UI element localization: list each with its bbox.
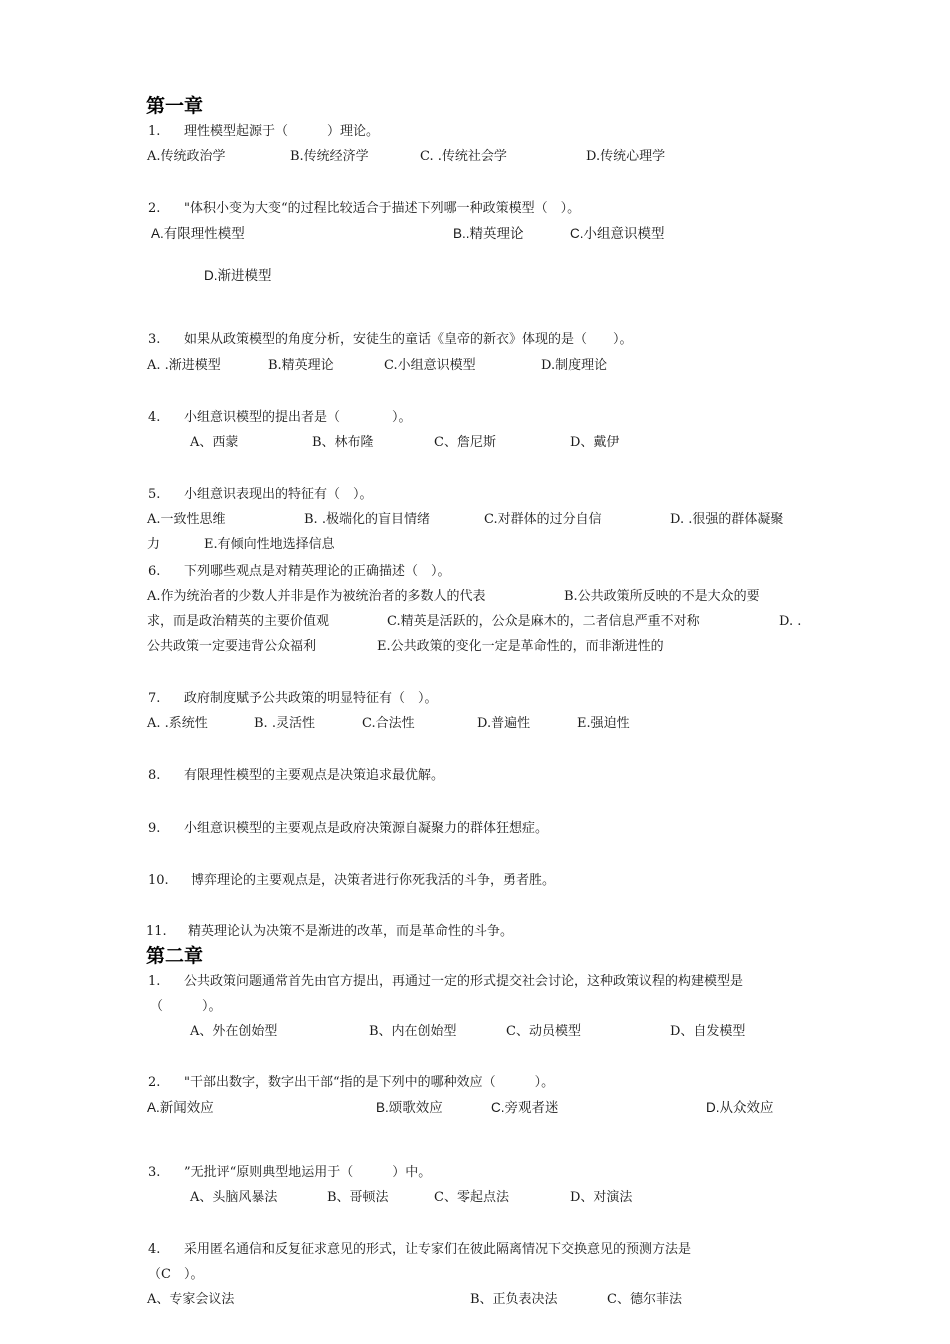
ch2-q2-option-a: A.新闻效应 xyxy=(147,1100,214,1115)
ch1-q8-statement: 有限理性模型的主要观点是决策追求最优解。 xyxy=(184,768,445,783)
ch1-q6-question: 下列哪些观点是对精英理论的正确描述（ ）。 xyxy=(184,564,451,579)
ch2-q2-question: "干部出数字，数字出干部“指的是下列中的哪种效应（ ）。 xyxy=(184,1075,555,1090)
ch1-q6-option-d: D. . xyxy=(779,614,802,629)
ch1-q3-option-a: A. .渐进模型 xyxy=(147,358,221,373)
ch1-q5-option-b: B. .极端化的盲目情绪 xyxy=(304,512,430,527)
ch1-q7-number: 7. xyxy=(148,691,161,706)
ch2-q1-option-d: D、自发模型 xyxy=(670,1024,746,1039)
ch1-q6-option-d-continued: 公共政策一定要违背公众福利 xyxy=(147,639,317,654)
chapter-2-title: 第二章 xyxy=(146,945,204,967)
ch1-q5-option-c: C.对群体的过分自信 xyxy=(484,512,602,527)
ch1-q5-option-e: E.有倾向性地选择信息 xyxy=(204,537,335,552)
ch2-q4-number: 4. xyxy=(148,1242,161,1257)
ch1-q5-number: 5. xyxy=(148,487,161,502)
ch1-q1-number: 1. xyxy=(148,124,161,139)
ch2-q3-option-a: A、头脑风暴法 xyxy=(190,1190,278,1205)
ch2-q3-option-b: B、哥顿法 xyxy=(327,1190,389,1205)
ch2-q3-option-d: D、对演法 xyxy=(570,1190,633,1205)
ch1-q2-option-b: B..精英理论 xyxy=(453,226,524,241)
ch1-q1-question: 理性模型起源于（ ）理论。 xyxy=(184,124,380,139)
ch2-q4-question-continued: （C ）。 xyxy=(148,1267,204,1282)
ch2-q1-option-b: B、内在创始型 xyxy=(369,1024,457,1039)
ch1-q7-option-b: B. .灵活性 xyxy=(254,716,315,731)
ch1-q4-option-b: B、林布隆 xyxy=(312,435,374,450)
ch1-q6-number: 6. xyxy=(148,564,161,579)
ch2-q2-option-d: D.从众效应 xyxy=(706,1100,774,1115)
ch2-q3-number: 3. xyxy=(148,1165,161,1180)
ch1-q4-question: 小组意识模型的提出者是（ ）。 xyxy=(184,410,412,425)
ch1-q8-number: 8. xyxy=(148,768,161,783)
ch1-q3-number: 3. xyxy=(148,332,161,347)
ch1-q7-question: 政府制度赋予公共政策的明显特征有（ ）。 xyxy=(184,691,438,706)
ch2-q1-question: 公共政策问题通常首先由官方提出，再通过一定的形式提交社会讨论，这种政策议程的构建模型是 xyxy=(184,974,744,989)
ch1-q4-option-d: D、戴伊 xyxy=(570,435,620,450)
ch1-q2-option-c: C.小组意识模型 xyxy=(570,226,665,241)
ch1-q10-number: 10. xyxy=(148,873,169,888)
ch1-q2-question: "体积小变为大变“的过程比较适合于描述下列哪一种政策模型（ ）。 xyxy=(184,201,581,216)
ch1-q6-option-b: B.公共政策所反映的不是大众的要 xyxy=(564,589,760,604)
ch1-q7-option-d: D.普遍性 xyxy=(477,716,531,731)
ch1-q5-option-d-continued: 力 xyxy=(147,537,161,552)
ch1-q3-question: 如果从政策模型的角度分析，安徒生的童话《皇帝的新衣》体现的是（ ）。 xyxy=(184,332,633,347)
ch2-q1-option-c: C、动员模型 xyxy=(506,1024,581,1039)
ch1-q6-option-c: C.精英是活跃的，公众是麻木的，二者信息严重不对称 xyxy=(387,614,700,629)
ch1-q4-option-a: A、西蒙 xyxy=(190,435,239,450)
ch2-q1-option-a: A、外在创始型 xyxy=(190,1024,278,1039)
ch1-q5-option-d: D. .很强的群体凝聚 xyxy=(670,512,784,527)
ch1-q1-option-d: D.传统心理学 xyxy=(586,149,666,164)
ch2-q4-option-b: B、正负表决法 xyxy=(470,1292,558,1307)
ch1-q7-option-c: C.合法性 xyxy=(362,716,415,731)
ch1-q3-option-c: C.小组意识模型 xyxy=(384,358,476,373)
ch1-q11-number: 11. xyxy=(146,924,167,939)
ch2-q1-number: 1. xyxy=(148,974,161,989)
ch1-q5-option-a: A.一致性思维 xyxy=(147,512,226,527)
ch1-q6-option-e: E.公共政策的变化一定是革命性的，而非渐进性的 xyxy=(377,639,664,654)
ch2-q4-option-c: C、德尔菲法 xyxy=(607,1292,682,1307)
ch2-q2-option-c: C.旁观者迷 xyxy=(491,1100,559,1115)
ch1-q4-number: 4. xyxy=(148,410,161,425)
ch1-q5-question: 小组意识表现出的特征有（ ）。 xyxy=(184,487,373,502)
ch1-q7-option-e: E.强迫性 xyxy=(577,716,630,731)
ch2-q4-question: 采用匿名通信和反复征求意见的形式，让专家们在彼此隔离情况下交换意见的预测方法是 xyxy=(184,1242,692,1257)
ch1-q6-option-b-continued: 求，而是政治精英的主要价值观 xyxy=(147,614,330,629)
ch1-q2-option-a: A.有限理性模型 xyxy=(151,226,245,241)
ch1-q1-option-a: A.传统政治学 xyxy=(147,149,226,164)
ch1-q9-number: 9. xyxy=(148,821,161,836)
ch1-q6-option-a: A.作为统治者的少数人并非是作为被统治者的多数人的代表 xyxy=(147,589,486,604)
ch1-q4-option-c: C、詹尼斯 xyxy=(434,435,496,450)
ch1-q11-statement: 精英理论认为决策不是渐进的改革，而是革命性的斗争。 xyxy=(188,924,514,939)
ch1-q10-statement: 博弈理论的主要观点是，决策者进行你死我活的斗争，勇者胜。 xyxy=(191,873,556,888)
ch1-q2-option-d: D.渐进模型 xyxy=(204,268,272,283)
ch2-q1-question-continued: （ ）。 xyxy=(150,999,222,1014)
ch1-q1-option-b: B.传统经济学 xyxy=(290,149,369,164)
ch2-q4-option-a: A、专家会议法 xyxy=(147,1292,235,1307)
chapter-1-title: 第一章 xyxy=(146,95,204,117)
ch2-q2-number: 2. xyxy=(148,1075,161,1090)
ch1-q2-number: 2. xyxy=(148,201,161,216)
ch1-q1-option-c: C. .传统社会学 xyxy=(420,149,507,164)
ch2-q2-option-b: B.颂歌效应 xyxy=(376,1100,443,1115)
ch2-q3-question: ”无批评“原则典型地运用于（ ）中。 xyxy=(184,1165,432,1180)
ch2-q3-option-c: C、零起点法 xyxy=(434,1190,509,1205)
ch1-q7-option-a: A. .系统性 xyxy=(147,716,208,731)
ch1-q3-option-b: B.精英理论 xyxy=(268,358,334,373)
ch1-q3-option-d: D.制度理论 xyxy=(541,358,608,373)
ch1-q9-statement: 小组意识模型的主要观点是政府决策源自凝聚力的群体狂想症。 xyxy=(184,821,549,836)
